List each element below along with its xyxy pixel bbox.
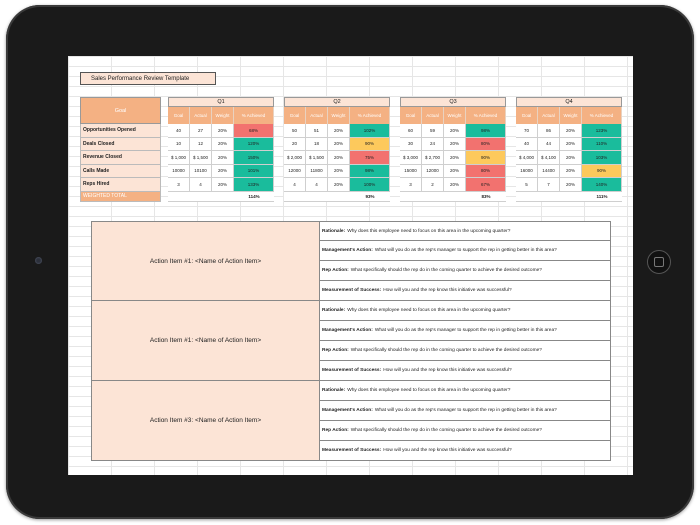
- weight-cell[interactable]: 20%: [444, 124, 466, 137]
- action-detail-text: What will you do as the rep's manager to support the rep in getting better in this area?: [374, 408, 557, 413]
- weight-cell[interactable]: 20%: [328, 138, 350, 151]
- quarter-data-row: [516, 178, 622, 192]
- spreadsheet-screen: [68, 56, 633, 475]
- quarter-header-row: [400, 107, 506, 124]
- achieved-cell[interactable]: 133%: [234, 178, 274, 191]
- sheet-title[interactable]: Sales Performance Review Template: [80, 72, 216, 85]
- empty-cell[interactable]: [560, 192, 582, 201]
- action-item-title[interactable]: Action Item #1: <Name of Action Item>: [91, 221, 319, 301]
- achieved-cell[interactable]: 103%: [582, 151, 622, 164]
- action-detail-row[interactable]: [319, 401, 611, 421]
- weighted-total-label[interactable]: WEIGHTED TOTAL: [80, 192, 161, 202]
- actual-cell[interactable]: 14400: [538, 165, 560, 178]
- goal-cell[interactable]: 5: [516, 178, 538, 191]
- quarter-title[interactable]: Q2: [284, 97, 390, 107]
- weight-cell[interactable]: 20%: [560, 165, 582, 178]
- quarter-data-row: [168, 124, 274, 138]
- column-header-actual[interactable]: Actual: [422, 107, 444, 124]
- camera-icon: [35, 257, 42, 264]
- action-item-title[interactable]: Action Item #3: <Name of Action Item>: [91, 381, 319, 461]
- action-detail-text: What specifically should the rep do in the coming quarter to achieve the desired outcome?: [350, 268, 542, 273]
- weighted-total-value[interactable]: 114%: [234, 192, 274, 201]
- actual-cell[interactable]: 4: [306, 178, 328, 191]
- column-header-weight[interactable]: Weight: [212, 107, 234, 124]
- quarter-data-row: [168, 151, 274, 165]
- goal-row[interactable]: Revenue Closed: [80, 151, 161, 165]
- weighted-total-value[interactable]: 111%: [582, 192, 622, 201]
- achieved-cell[interactable]: 90%: [582, 165, 622, 178]
- action-detail-label: Rep Action:: [322, 428, 349, 433]
- quarter-data-row: [400, 138, 506, 152]
- goal-cell[interactable]: 10: [168, 138, 190, 151]
- actual-cell[interactable]: $ 1,500: [306, 151, 328, 164]
- action-detail-label: Rationale:: [322, 388, 346, 393]
- achieved-cell[interactable]: 67%: [466, 178, 506, 191]
- weight-cell[interactable]: 20%: [328, 178, 350, 191]
- quarter-block-q1: [168, 97, 274, 202]
- column-header-actual[interactable]: Actual: [306, 107, 328, 124]
- goal-cell[interactable]: 50: [284, 124, 306, 137]
- weight-cell[interactable]: 20%: [212, 165, 234, 178]
- goal-cell[interactable]: $ 1,000: [168, 151, 190, 164]
- weight-cell[interactable]: 20%: [212, 151, 234, 164]
- goal-column: [80, 97, 161, 202]
- action-item-title[interactable]: Action Item #1: <Name of Action Item>: [91, 301, 319, 381]
- goal-row[interactable]: Opportunities Opened: [80, 124, 161, 138]
- quarter-data-row: [284, 138, 390, 152]
- actual-cell[interactable]: 7: [538, 178, 560, 191]
- action-detail-text: Why does this employee need to focus on this area in the upcoming quarter?: [347, 308, 511, 313]
- action-detail-row[interactable]: [319, 241, 611, 261]
- goal-cell[interactable]: 20: [284, 138, 306, 151]
- action-detail-row[interactable]: [319, 441, 611, 461]
- weight-cell[interactable]: 20%: [560, 124, 582, 137]
- achieved-cell[interactable]: 120%: [234, 138, 274, 151]
- goal-cell[interactable]: 30: [400, 138, 422, 151]
- column-header-goal[interactable]: Goal: [516, 107, 538, 124]
- weight-cell[interactable]: 20%: [328, 124, 350, 137]
- quarter-data-row: [516, 165, 622, 179]
- goal-cell[interactable]: 10000: [168, 165, 190, 178]
- action-detail-label: Management's Action:: [322, 248, 373, 253]
- actual-cell[interactable]: 12000: [422, 165, 444, 178]
- column-header-goal[interactable]: Goal: [284, 107, 306, 124]
- goal-cell[interactable]: $ 2,000: [284, 151, 306, 164]
- empty-cell[interactable]: [212, 192, 234, 201]
- quarter-data-row: [400, 165, 506, 179]
- action-detail-text: How will you and the rep know this initiative was successful?: [383, 368, 512, 373]
- weight-cell[interactable]: 20%: [328, 151, 350, 164]
- action-detail-text: How will you and the rep know this initiative was successful?: [383, 448, 512, 453]
- action-detail-label: Management's Action:: [322, 408, 373, 413]
- quarter-title[interactable]: Q4: [516, 97, 622, 107]
- goal-header[interactable]: Goal: [80, 97, 161, 124]
- quarter-total-row: [400, 192, 506, 202]
- quarter-block-q4: [516, 97, 622, 202]
- action-detail-text: What specifically should the rep do in the coming quarter to achieve the desired outcome?: [350, 348, 542, 353]
- home-button[interactable]: [647, 250, 671, 274]
- quarter-data-row: [400, 124, 506, 138]
- actual-cell[interactable]: 18: [306, 138, 328, 151]
- achieved-cell[interactable]: 90%: [350, 138, 390, 151]
- achieved-cell[interactable]: 75%: [350, 151, 390, 164]
- actual-cell[interactable]: 59: [422, 124, 444, 137]
- weight-cell[interactable]: 20%: [560, 138, 582, 151]
- actual-cell[interactable]: 12: [190, 138, 212, 151]
- empty-cell[interactable]: [516, 192, 538, 201]
- goal-cell[interactable]: 3: [400, 178, 422, 191]
- goal-cell[interactable]: 3: [168, 178, 190, 191]
- achieved-cell[interactable]: 68%: [234, 124, 274, 137]
- quarter-data-row: [168, 165, 274, 179]
- empty-cell[interactable]: [538, 192, 560, 201]
- action-item-group: [91, 381, 611, 461]
- column-header-goal[interactable]: Goal: [400, 107, 422, 124]
- quarter-data-row: [516, 138, 622, 152]
- column-header-weight[interactable]: Weight: [444, 107, 466, 124]
- action-detail-text: Why does this employee need to focus on this area in the upcoming quarter?: [347, 388, 511, 393]
- weighted-total-value[interactable]: 93%: [350, 192, 390, 201]
- quarter-block-q2: [284, 97, 390, 202]
- action-detail-row[interactable]: [319, 341, 611, 361]
- achieved-cell[interactable]: 80%: [466, 165, 506, 178]
- action-item-group: [91, 221, 611, 301]
- actual-cell[interactable]: 11800: [306, 165, 328, 178]
- action-detail-row[interactable]: [319, 281, 611, 301]
- quarter-data-row: [516, 124, 622, 138]
- action-detail-label: Measurement of Success:: [322, 448, 382, 453]
- goal-cell[interactable]: $ 3,000: [400, 151, 422, 164]
- empty-cell[interactable]: [400, 192, 422, 201]
- column-header-actual[interactable]: Actual: [190, 107, 212, 124]
- weight-cell[interactable]: 20%: [212, 138, 234, 151]
- achieved-cell[interactable]: 102%: [350, 124, 390, 137]
- achieved-cell[interactable]: 80%: [466, 138, 506, 151]
- actual-cell[interactable]: $ 2,700: [422, 151, 444, 164]
- column-header-actual[interactable]: Actual: [538, 107, 560, 124]
- goal-cell[interactable]: $ 4,000: [516, 151, 538, 164]
- quarter-data-row: [400, 178, 506, 192]
- action-detail-label: Rationale:: [322, 308, 346, 313]
- quarter-header-row: [168, 107, 274, 124]
- empty-cell[interactable]: [444, 192, 466, 201]
- goal-cell[interactable]: 15000: [400, 165, 422, 178]
- action-detail-text: How will you and the rep know this initiative was successful?: [383, 288, 512, 293]
- weight-cell[interactable]: 20%: [560, 178, 582, 191]
- action-detail-text: What will you do as the rep's manager to support the rep in getting better in this area?: [374, 328, 557, 333]
- achieved-cell[interactable]: 98%: [350, 165, 390, 178]
- quarter-data-row: [516, 151, 622, 165]
- action-items: [91, 221, 611, 461]
- empty-cell[interactable]: [306, 192, 328, 201]
- quarter-data-row: [168, 138, 274, 152]
- action-detail-row[interactable]: [319, 301, 611, 321]
- weight-cell[interactable]: 20%: [444, 165, 466, 178]
- goal-row[interactable]: Calls Made: [80, 165, 161, 179]
- actual-cell[interactable]: $ 1,500: [190, 151, 212, 164]
- column-header-achieved[interactable]: % Achieved: [350, 107, 390, 124]
- action-detail-label: Management's Action:: [322, 328, 373, 333]
- column-header-goal[interactable]: Goal: [168, 107, 190, 124]
- column-header-weight[interactable]: Weight: [328, 107, 350, 124]
- goal-row[interactable]: Deals Closed: [80, 138, 161, 152]
- goal-cell[interactable]: 70: [516, 124, 538, 137]
- quarter-total-row: [168, 192, 274, 202]
- action-detail-text: Why does this employee need to focus on this area in the upcoming quarter?: [347, 228, 511, 234]
- quarter-title[interactable]: Q3: [400, 97, 506, 107]
- action-item-details: [319, 301, 611, 381]
- actual-cell[interactable]: 4: [190, 178, 212, 191]
- column-header-achieved[interactable]: % Achieved: [582, 107, 622, 124]
- column-header-weight[interactable]: Weight: [560, 107, 582, 124]
- action-detail-row[interactable]: [319, 261, 611, 281]
- actual-cell[interactable]: 2: [422, 178, 444, 191]
- quarter-total-row: [284, 192, 390, 202]
- actual-cell[interactable]: 10100: [190, 165, 212, 178]
- action-item-details: [319, 221, 611, 301]
- action-detail-label: Measurement of Success:: [322, 368, 382, 373]
- quarter-block-q3: [400, 97, 506, 202]
- weight-cell[interactable]: 20%: [444, 138, 466, 151]
- goal-cell[interactable]: 4: [284, 178, 306, 191]
- quarter-data-row: [284, 151, 390, 165]
- achieved-cell[interactable]: 123%: [582, 124, 622, 137]
- empty-cell[interactable]: [284, 192, 306, 201]
- actual-cell[interactable]: 24: [422, 138, 444, 151]
- action-detail-text: What specifically should the rep do in the coming quarter to achieve the desired outcome?: [350, 428, 542, 433]
- achieved-cell[interactable]: 90%: [466, 151, 506, 164]
- goal-row[interactable]: Reps Hired: [80, 178, 161, 192]
- empty-cell[interactable]: [328, 192, 350, 201]
- goal-cell[interactable]: 60: [400, 124, 422, 137]
- achieved-cell[interactable]: 101%: [234, 165, 274, 178]
- action-detail-row[interactable]: [319, 381, 611, 401]
- action-detail-label: Rationale:: [322, 228, 346, 234]
- action-detail-label: Rep Action:: [322, 268, 349, 273]
- achieved-cell[interactable]: 110%: [582, 138, 622, 151]
- achieved-cell[interactable]: 98%: [466, 124, 506, 137]
- weight-cell[interactable]: 20%: [444, 151, 466, 164]
- tablet-frame: [6, 5, 694, 519]
- goal-cell[interactable]: 16000: [516, 165, 538, 178]
- action-item-details: [319, 381, 611, 461]
- quarter-data-row: [284, 124, 390, 138]
- actual-cell[interactable]: 27: [190, 124, 212, 137]
- weight-cell[interactable]: 20%: [212, 178, 234, 191]
- action-detail-label: Measurement of Success:: [322, 288, 382, 293]
- action-detail-row[interactable]: [319, 221, 611, 241]
- quarter-header-row: [516, 107, 622, 124]
- column-header-achieved[interactable]: % Achieved: [466, 107, 506, 124]
- goal-cell[interactable]: 12000: [284, 165, 306, 178]
- quarter-data-row: [284, 165, 390, 179]
- empty-cell[interactable]: [190, 192, 212, 201]
- weight-cell[interactable]: 20%: [212, 124, 234, 137]
- quarter-total-row: [516, 192, 622, 202]
- achieved-cell[interactable]: 140%: [582, 178, 622, 191]
- action-detail-row[interactable]: [319, 421, 611, 441]
- action-detail-text: What will you do as the rep's manager to support the rep in getting better in this area?: [374, 248, 557, 253]
- action-detail-label: Rep Action:: [322, 348, 349, 353]
- quarter-data-row: [168, 178, 274, 192]
- goal-cell[interactable]: 40: [516, 138, 538, 151]
- achieved-cell[interactable]: 100%: [350, 178, 390, 191]
- weight-cell[interactable]: 20%: [444, 178, 466, 191]
- quarter-data-row: [400, 151, 506, 165]
- achieved-cell[interactable]: 150%: [234, 151, 274, 164]
- action-item-group: [91, 301, 611, 381]
- weight-cell[interactable]: 20%: [328, 165, 350, 178]
- action-detail-row[interactable]: [319, 361, 611, 381]
- actual-cell[interactable]: 86: [538, 124, 560, 137]
- action-detail-row[interactable]: [319, 321, 611, 341]
- actual-cell[interactable]: 44: [538, 138, 560, 151]
- quarter-data-row: [284, 178, 390, 192]
- actual-cell[interactable]: $ 4,100: [538, 151, 560, 164]
- quarter-header-row: [284, 107, 390, 124]
- weight-cell[interactable]: 20%: [560, 151, 582, 164]
- column-header-achieved[interactable]: % Achieved: [234, 107, 274, 124]
- empty-cell[interactable]: [422, 192, 444, 201]
- goal-cell[interactable]: 40: [168, 124, 190, 137]
- actual-cell[interactable]: 51: [306, 124, 328, 137]
- quarter-title[interactable]: Q1: [168, 97, 274, 107]
- empty-cell[interactable]: [168, 192, 190, 201]
- weighted-total-value[interactable]: 83%: [466, 192, 506, 201]
